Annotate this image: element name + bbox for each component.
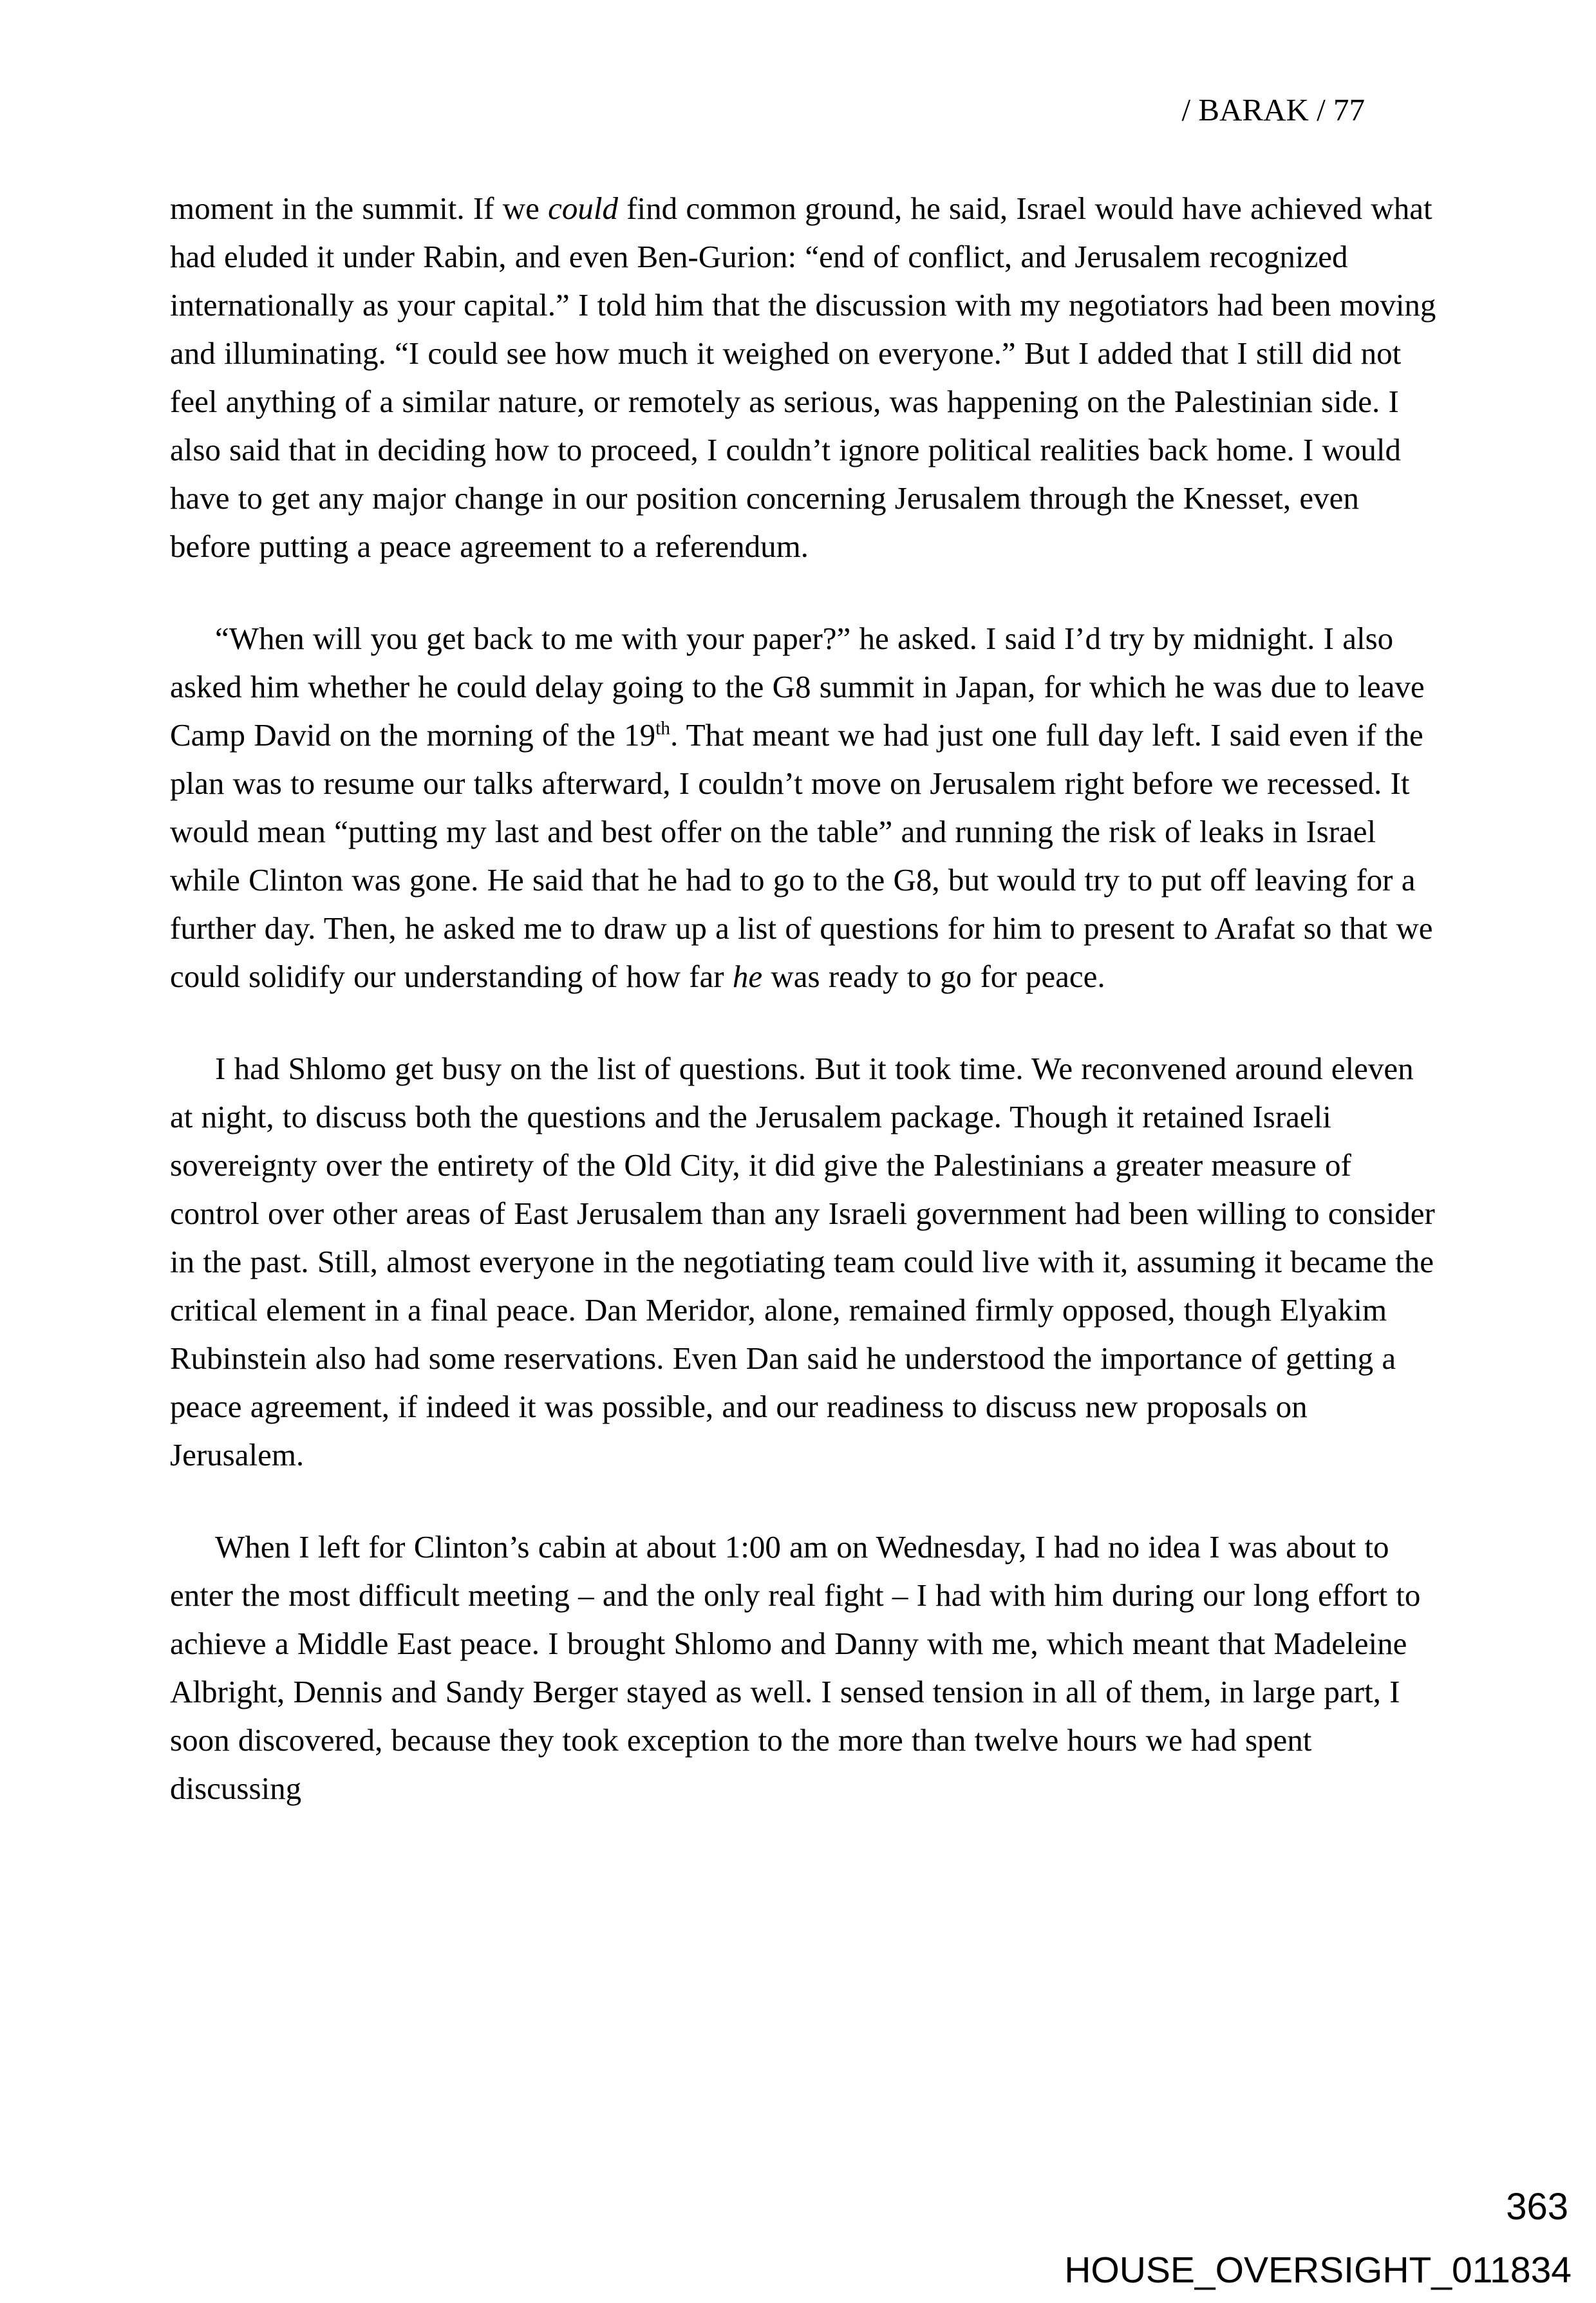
page-number: 363 — [1506, 2186, 1568, 2228]
text-segment-italic: could — [548, 191, 618, 226]
text-segment: “When will you get back to me with your paper?” he asked. I said I’d try by midnight. I also asked him whether he could delay going to the G8 summit in Japan, for which he was due to leave Camp David on the morning of the 19 — [170, 621, 1425, 753]
text-segment: moment in the summit. If we — [170, 191, 549, 226]
text-segment: I had Shlomo get busy on the list of questions. But it took time. We reconvened around eleven at night, to discuss both the questions and the Jerusalem package. Though it retained Israeli sovereignty over the entirety of the Old City, it did give the Palestinians a greater measure of control over other areas of East Jerusalem than any Israeli government had been willing to consider in the past. Still, almost everyone in the negotiating team could live with it, assuming it became the critical element in a final peace. Dan Meridor, alone, remained firmly opposed, though Elyakim Rubinstein also had some reservations. Even Dan said he understood the importance of getting a peace agreement, if indeed it was possible, and our readiness to discuss new proposals on Jerusalem. — [170, 1051, 1435, 1472]
bates-stamp: HOUSE_OVERSIGHT_011834 — [1064, 2250, 1572, 2291]
text-segment: When I left for Clinton’s cabin at about 1:00 am on Wednesday, I had no idea I was about to enter the most difficult meeting – and the only real fight – I had with him during our long effort to achieve a Middle East peace. I brought Shlomo and Danny with me, which meant that Madeleine Albright, Dennis and Sandy Berger stayed as well. I sensed tension in all of them, in large part, I soon discovered, because they took exception to the more than twelve hours we had spent discussing — [170, 1529, 1421, 1806]
text-segment-italic: he — [732, 959, 763, 994]
running-header: / BARAK / 77 — [1181, 92, 1365, 127]
paragraph — [170, 614, 1441, 1001]
text-segment: was ready to go for peace. — [762, 959, 1105, 994]
page-body — [170, 184, 1441, 1812]
paragraph — [170, 1523, 1441, 1812]
text-segment: find common ground, he said, Israel would have achieved what had eluded it under Rabin, and even Ben-Gurion: “end of conflict, and Jerusalem recognized internationally as your capital.” I told him that the discussion with my negotiators had been moving and illuminating. “I could see how much it weighed on everyone.” But I added that I still did not feel anything of a similar nature, or remotely as serious, was happening on the Palestinian side. I also said that in deciding how to proceed, I couldn’t ignore political realities back home. I would have to get any major change in our position concerning Jerusalem through the Knesset, even before putting a peace agreement to a referendum. — [170, 191, 1436, 564]
paragraph — [170, 1044, 1441, 1479]
text-segment: . That meant we had just one full day left. I said even if the plan was to resume our talks afterward, I couldn’t move on Jerusalem right before we recessed. It would mean “putting my last and best offer on the table” and running the risk of leaks in Israel while Clinton was gone. He said that he had to go to the G8, but would try to put off leaving for a further day. Then, he asked me to draw up a list of questions for him to present to Arafat so that we could solidify our understanding of how far — [170, 717, 1433, 994]
paragraph — [170, 184, 1441, 570]
text-segment-superscript: th — [655, 718, 671, 739]
